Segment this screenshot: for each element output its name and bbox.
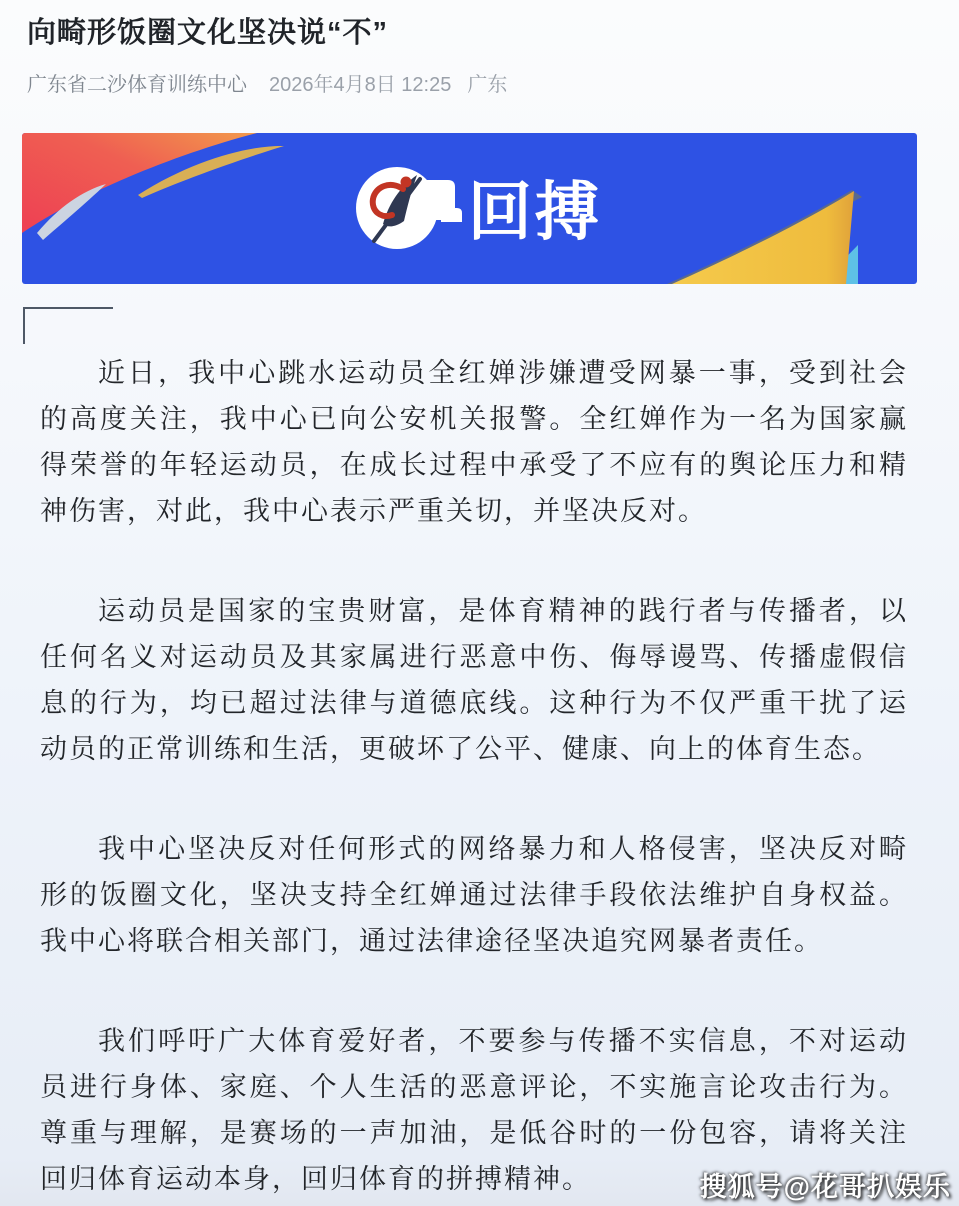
paragraph-4: 我们呼吁广大体育爱好者，不要参与传播不实信息，不对运动员进行身体、家庭、个人生活的恶意评论，不实施言论攻击行为。尊重与理解，是赛场的一声加油，是低谷时的一份包容，请将关注回归体育运动本身，回归体育的拼搏精神。	[40, 1026, 908, 1194]
corner-bracket-mark	[23, 307, 113, 344]
article-body	[40, 350, 908, 1206]
publish-location: 广东	[467, 74, 508, 96]
paragraph-2: 运动员是国家的宝贵财富，是体育精神的践行者与传播者，以任何名义对运动员及其家属进行恶意中伤、侮辱谩骂、传播虚假信息的行为，均已超过法律与道德底线。这种行为不仅严重干扰了运动员的正常训练和生活，更破坏了公平、健康、向上的体育生态。	[40, 596, 908, 764]
banner-logo-text: 回搏	[468, 175, 602, 248]
publisher-link[interactable]: 广东省二沙体育训练中心	[27, 74, 247, 96]
banner-image	[22, 133, 917, 284]
sports-center-logo-icon	[347, 158, 482, 258]
watermark-sohu: 搜狐号@花哥扒娱乐	[699, 1172, 951, 1202]
paragraph-1: 近日，我中心跳水运动员全红婵涉嫌遭受网暴一事，受到社会的高度关注，我中心已向公安机关报警。全红婵作为一名为国家赢得荣誉的年轻运动员，在成长过程中承受了不应有的舆论压力和精神伤害，对此，我中心表示严重关切，并坚决反对。	[40, 358, 908, 526]
byline	[27, 68, 507, 97]
publish-date: 2026年4月8日 12:25	[269, 74, 452, 96]
article-title: 向畸形饭圈文化坚决说“不”	[27, 17, 389, 49]
paragraph-3: 我中心坚决反对任何形式的网络暴力和人格侵害，坚决反对畸形的饭圈文化，坚决支持全红婵通过法律手段依法维护自身权益。我中心将联合相关部门，通过法律途径坚决追究网暴者责任。	[40, 834, 908, 956]
